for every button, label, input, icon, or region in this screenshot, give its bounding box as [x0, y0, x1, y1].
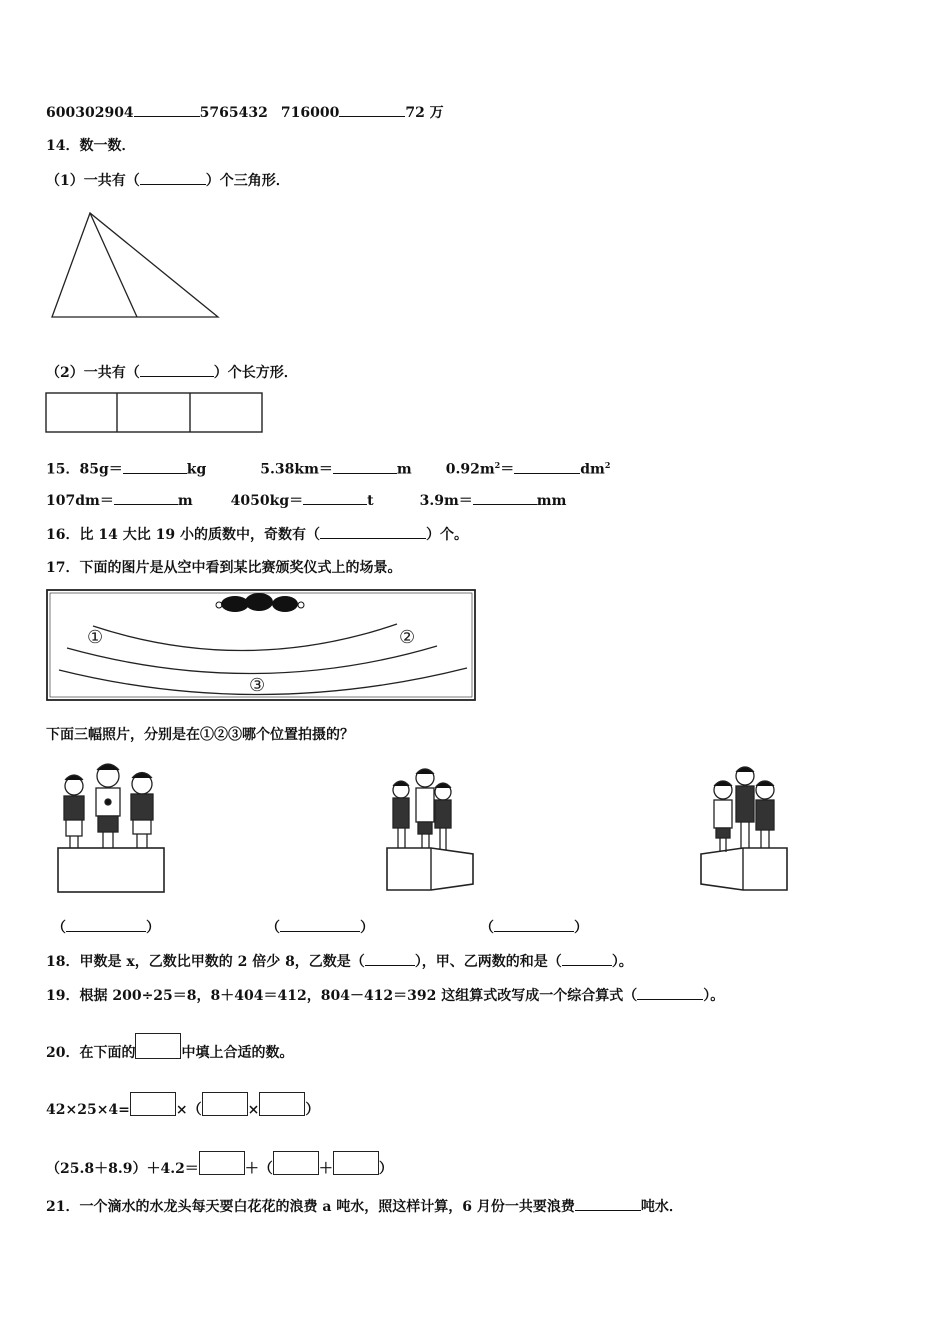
answer-blank[interactable]: [562, 952, 612, 966]
q20-expression-2: （25.8＋8.9）＋4.2＝ ＋（ ＋ ）: [46, 1151, 393, 1178]
q20-line: 20．在下面的 中填上合适的数。: [46, 1033, 293, 1062]
q17-title: 17．下面的图片是从空中看到某比赛颁奖仪式上的场景。: [46, 560, 402, 576]
position-1-label: ①: [87, 627, 104, 648]
photo-1-answer: （ ）: [52, 920, 160, 936]
answer-blank[interactable]: [575, 1197, 641, 1211]
triangle-figure: [46, 208, 226, 323]
answer-blank[interactable]: [494, 918, 574, 932]
q15-line1: 15．85g＝ kg 5.38km＝ m $0.92m^2= dm^2$: [46, 460, 611, 478]
answer-blank[interactable]: [339, 103, 405, 117]
q19-line: 19．根据 200÷25＝8，8＋404＝412，804－412＝392 这组算式改写成一个综合算式（ ）。: [46, 988, 725, 1004]
answer-blank[interactable]: [333, 460, 397, 474]
photo-1-front-view: [52, 758, 168, 896]
answer-blank[interactable]: [140, 171, 206, 185]
answer-blank[interactable]: [303, 491, 367, 505]
answer-box[interactable]: [273, 1151, 319, 1175]
photo-2-side-view: [383, 760, 481, 896]
position-2-label: ②: [399, 627, 416, 648]
answer-blank[interactable]: [637, 986, 703, 1000]
answer-box[interactable]: [130, 1092, 176, 1116]
rectangles-figure: [45, 392, 265, 435]
q14-part2: （2）一共有（ ）个长方形．: [46, 365, 298, 381]
answer-blank[interactable]: [66, 918, 146, 932]
q13-line: 600302904 5765432 716000 72 万: [46, 105, 444, 121]
answer-blank[interactable]: [473, 491, 537, 505]
photo-3-answer: （ ）: [480, 920, 588, 936]
q21-line: 21．一个滴水的水龙头每天要白花花的浪费 a 吨水，照这样计算，6 月份一共要浪费 吨水．: [46, 1199, 683, 1215]
answer-blank[interactable]: [123, 460, 187, 474]
q17-question: 下面三幅照片，分别是在①②③哪个位置拍摄的？: [46, 727, 354, 743]
answer-blank[interactable]: [514, 460, 580, 474]
podium-heads-icon: [216, 593, 304, 612]
q20-expression-1: 42×25×4= ×（ × ）: [46, 1092, 319, 1119]
answer-blank[interactable]: [320, 525, 426, 539]
photo-3-side-view: [693, 760, 791, 896]
answer-blank[interactable]: [140, 363, 214, 377]
q14-title: 14．数一数．: [46, 138, 136, 154]
q18-line: 18．甲数是 x，乙数比甲数的 2 倍少 8，乙数是（ ），甲、乙两数的和是（ ）。: [46, 954, 633, 970]
answer-box[interactable]: [202, 1092, 248, 1116]
q14-part1: （1）一共有（ ）个三角形．: [46, 173, 290, 189]
answer-box[interactable]: [259, 1092, 305, 1116]
answer-box[interactable]: [333, 1151, 379, 1175]
answer-blank[interactable]: [280, 918, 360, 932]
answer-box[interactable]: [199, 1151, 245, 1175]
answer-blank[interactable]: [114, 491, 178, 505]
q15-line2: 107dm＝ m 4050kg＝ t 3.9m＝ mm: [46, 493, 567, 509]
photo-2-answer: （ ）: [266, 920, 374, 936]
example-box: [135, 1033, 181, 1059]
answer-blank[interactable]: [134, 103, 200, 117]
position-3-label: ③: [249, 675, 266, 696]
q16-line: 16．比 14 大比 19 小的质数中，奇数有（ ）个。: [46, 527, 468, 543]
aerial-scene-figure: [45, 588, 479, 704]
answer-blank[interactable]: [365, 952, 415, 966]
